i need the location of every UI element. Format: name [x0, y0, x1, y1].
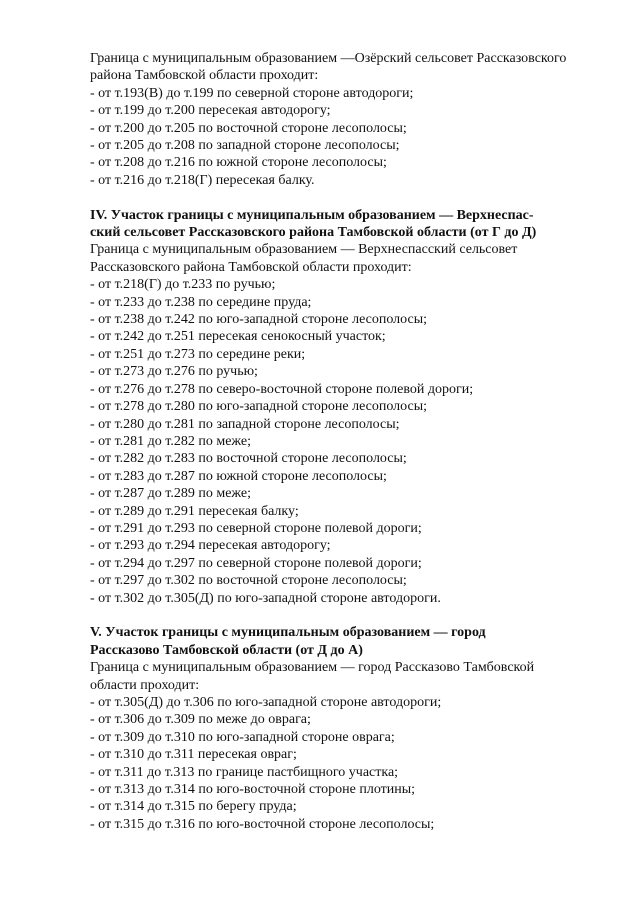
section-4-heading-line-1: IV. Участок границы с муниципальным образованием — Верхнеспас-	[90, 207, 534, 223]
section-5	[90, 624, 620, 833]
list-item: - от т.297 до т.302 по восточной стороне лесополосы;	[90, 573, 407, 589]
list-item: - от т.193(В) до т.199 по северной стороне автодороги;	[90, 85, 414, 101]
section-4-heading-line-2: ский сельсовет Рассказовского района Тамбовской области (от Г до Д)	[90, 225, 537, 241]
list-item: - от т.315 до т.316 по юго-восточной стороне лесополосы;	[90, 816, 435, 832]
list-item: - от т.310 до т.311 пересекая овраг;	[90, 747, 297, 763]
list-item: - от т.216 до т.218(Г) пересекая балку.	[90, 172, 315, 188]
intro-description-line-2: района Тамбовской области проходит:	[90, 68, 319, 84]
section-5-heading-line-2: Рассказово Тамбовской области (от Д до А)	[90, 642, 363, 658]
list-item: - от т.302 до т.305(Д) по юго-западной стороне автодороги.	[90, 590, 441, 606]
list-item: - от т.278 до т.280 по юго-западной стороне лесополосы;	[90, 399, 427, 415]
list-item: - от т.305(Д) до т.306 по юго-западной стороне автодороги;	[90, 695, 442, 710]
list-item: - от т.276 до т.278 по северо-восточной стороне полевой дороги;	[90, 381, 474, 397]
list-item: - от т.205 до т.208 по западной стороне лесополосы;	[90, 138, 400, 154]
list-item: - от т.280 до т.281 по западной стороне лесополосы;	[90, 416, 400, 432]
list-item: - от т.309 до т.310 по юго-западной стороне оврага;	[90, 729, 395, 745]
list-item: - от т.200 до т.205 по восточной стороне лесополосы;	[90, 120, 407, 136]
section-4-description-line-2: Рассказовского района Тамбовской области проходит:	[90, 259, 412, 275]
list-item: - от т.293 до т.294 пересекая автодорогу;	[90, 538, 331, 554]
list-item: - от т.291 до т.293 по северной стороне полевой дороги;	[90, 520, 422, 536]
list-item: - от т.306 до т.309 по меже до оврага;	[90, 712, 311, 728]
list-item: - от т.294 до т.297 по северной стороне полевой дороги;	[90, 555, 422, 571]
list-item: - от т.208 до т.216 по южной стороне лесополосы;	[90, 155, 387, 171]
list-item: - от т.273 до т.276 по ручью;	[90, 364, 258, 380]
list-item: - от т.242 до т.251 пересекая сенокосный участок;	[90, 329, 386, 345]
list-item: - от т.311 до т.313 по границе пастбищного участка;	[90, 764, 399, 780]
section-5-description-line-2: области проходит:	[90, 677, 200, 693]
section-4-description-line-1: Граница с муниципальным образованием — Верхнеспасский сельсовет	[90, 242, 518, 258]
list-item: - от т.238 до т.242 по юго-западной стороне лесополосы;	[90, 312, 427, 328]
document-page	[90, 50, 620, 833]
list-item: - от т.313 до т.314 по юго-восточной стороне плотины;	[90, 782, 416, 798]
intro-description-line-1: Граница с муниципальным образованием —Озёрский сельсовет Рассказовского	[90, 51, 567, 66]
intro-section	[90, 50, 620, 189]
list-item: - от т.283 до т.287 по южной стороне лесополосы;	[90, 468, 387, 484]
paragraph-spacer	[90, 607, 620, 624]
list-item: - от т.289 до т.291 пересекая балку;	[90, 503, 299, 519]
section-5-description-line-1: Граница с муниципальным образованием — город Рассказово Тамбовской	[90, 660, 535, 676]
section-4	[90, 207, 620, 607]
section-5-heading-line-1: V. Участок границы с муниципальным образованием — город	[90, 625, 486, 641]
list-item: - от т.282 до т.283 по восточной стороне лесополосы;	[90, 451, 407, 467]
paragraph-spacer	[90, 189, 620, 206]
list-item: - от т.251 до т.273 по середине реки;	[90, 346, 306, 362]
list-item: - от т.314 до т.315 по берегу пруда;	[90, 799, 297, 815]
list-item: - от т.233 до т.238 по середине пруда;	[90, 294, 312, 310]
list-item: - от т.287 до т.289 по меже;	[90, 486, 252, 502]
list-item: - от т.199 до т.200 пересекая автодорогу;	[90, 103, 331, 119]
list-item: - от т.218(Г) до т.233 по ручью;	[90, 277, 276, 293]
list-item: - от т.281 до т.282 по меже;	[90, 433, 252, 449]
